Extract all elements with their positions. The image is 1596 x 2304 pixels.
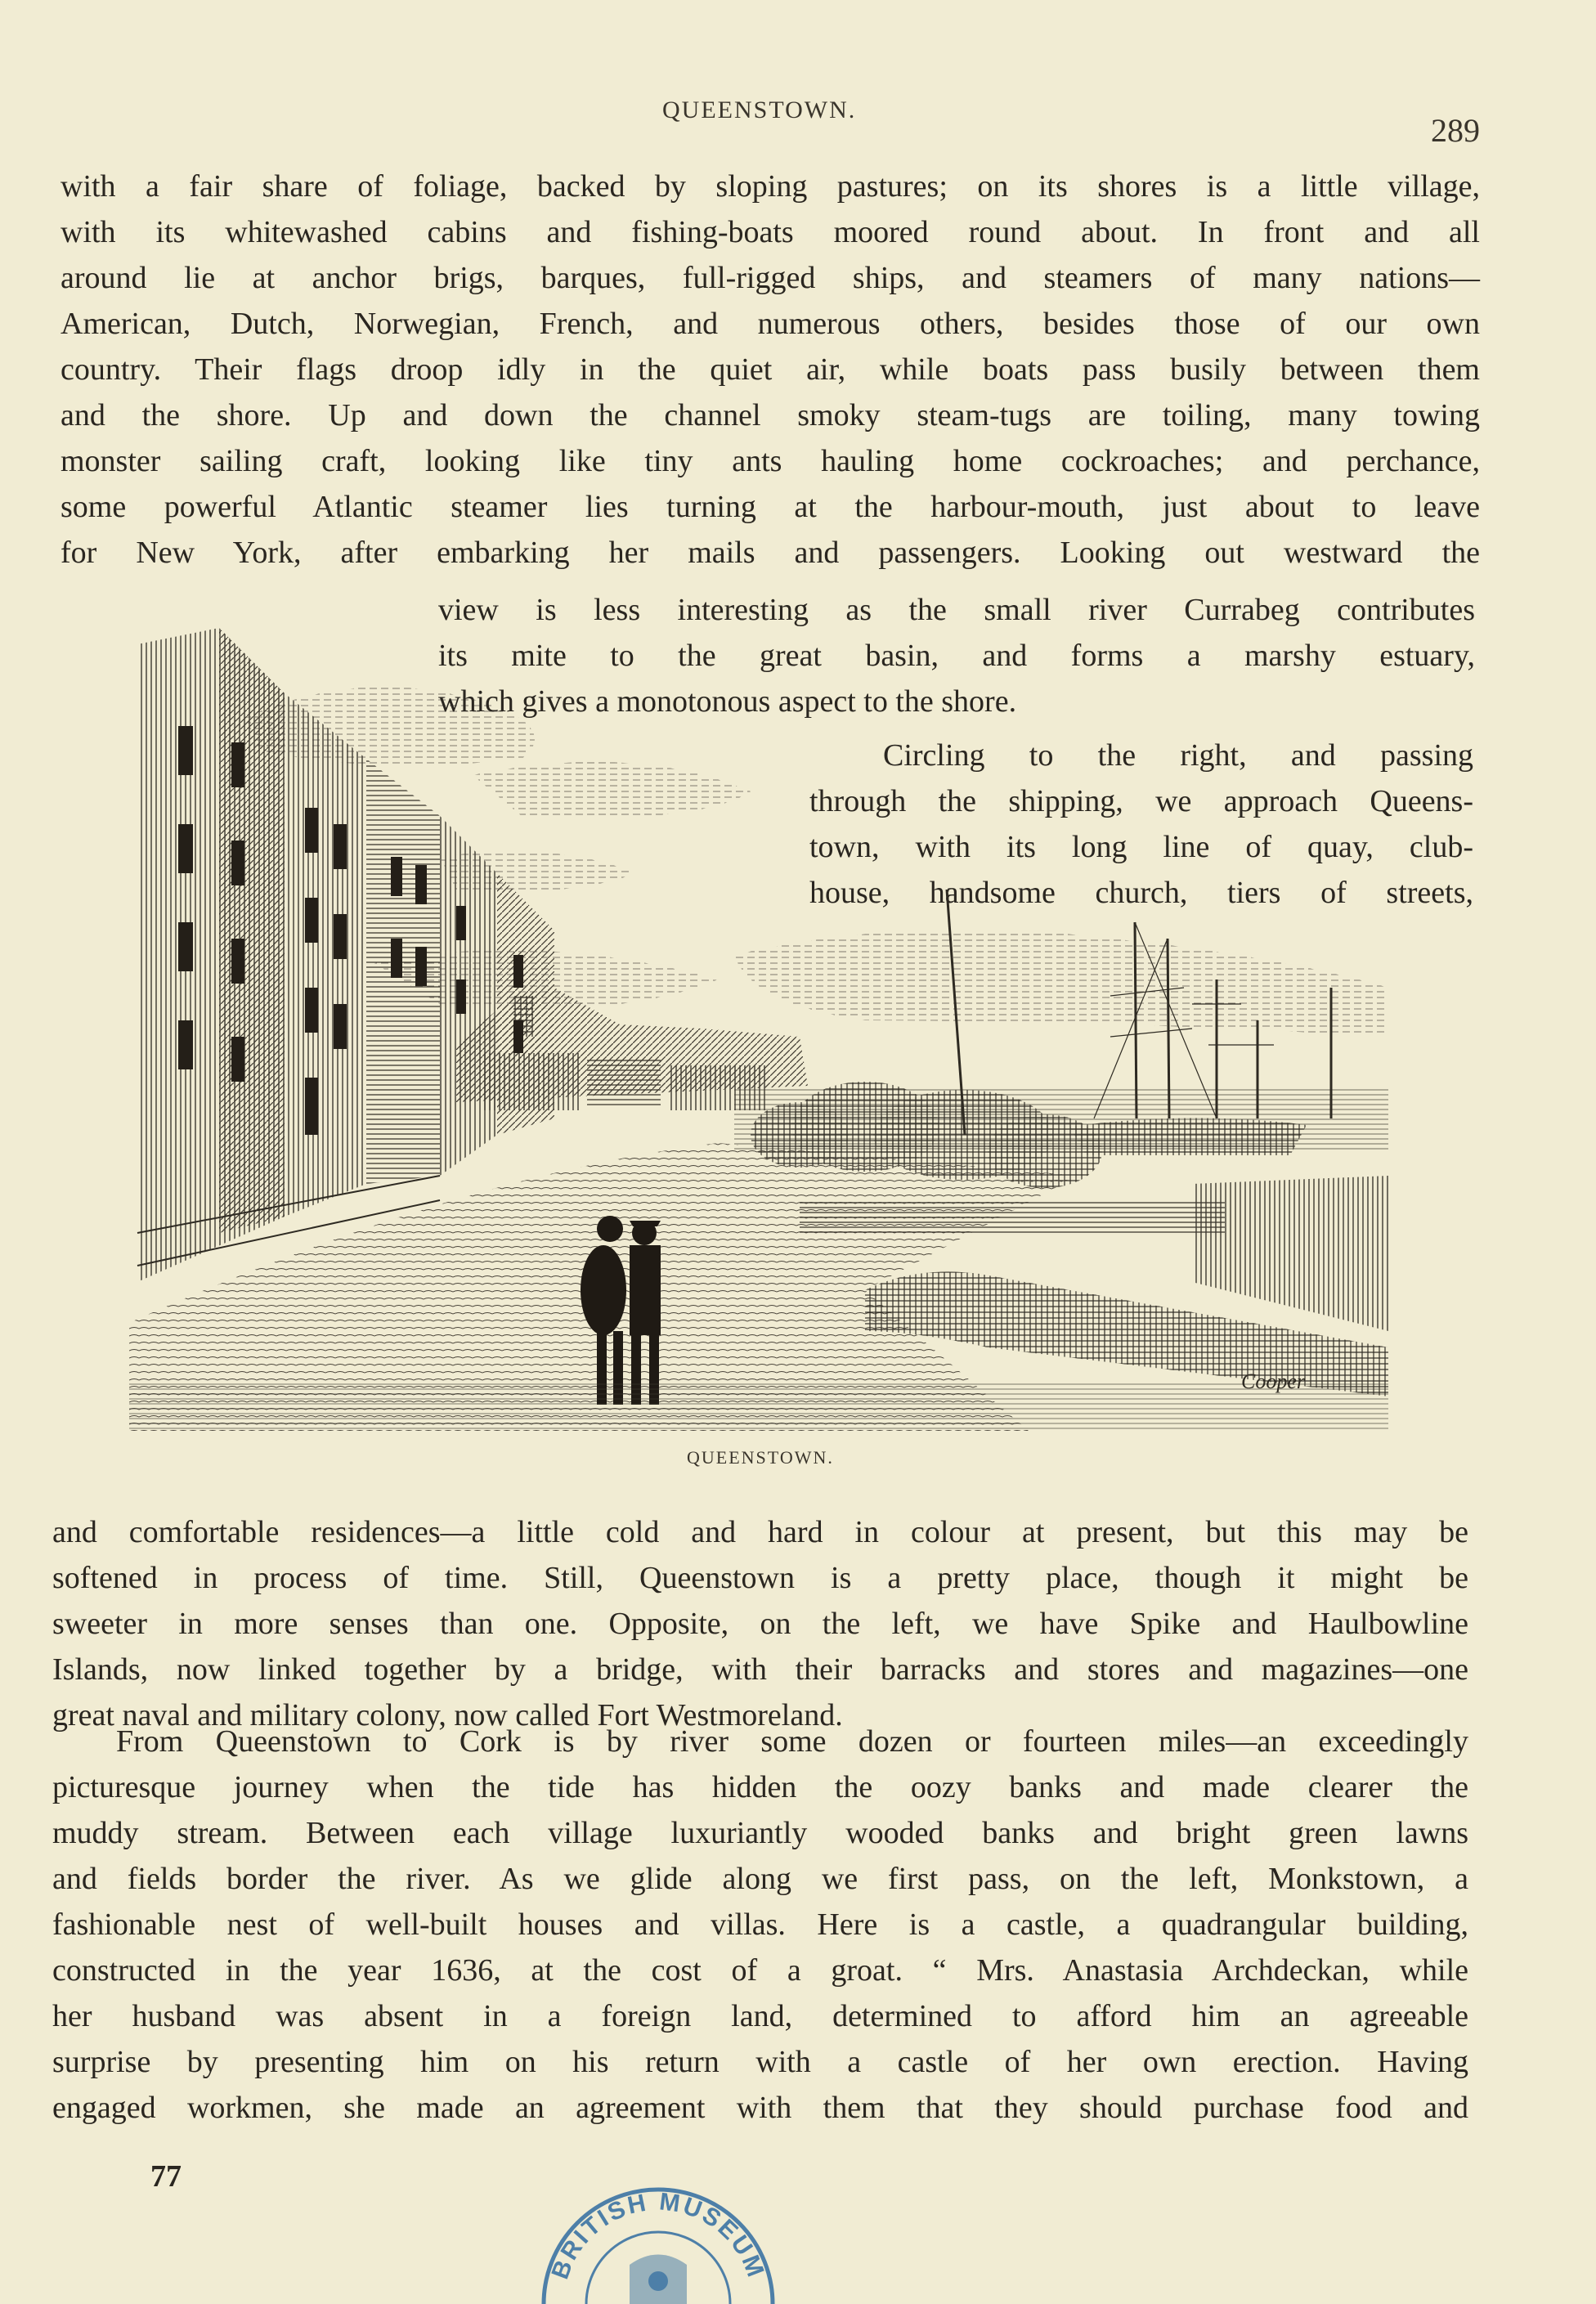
text-line: with its whitewashed cabins and fishing-boats moored round about. In front and all: [61, 215, 1480, 249]
text-line: which gives a monotonous aspect to the shore.: [438, 684, 1017, 719]
running-head: QUEENSTOWN.: [662, 96, 857, 123]
text-line: and fields border the river. As we glide along we first pass, on the left, Monkstown, a: [52, 1862, 1468, 1896]
text-line: Circling to the right, and passing: [883, 738, 1473, 773]
text-line: softened in process of time. Still, Queenstown is a pretty place, though it might be: [52, 1561, 1468, 1595]
text-line: monster sailing craft, looking like tiny ants hauling home cockroaches; and perchance,: [61, 444, 1480, 478]
text-line: picturesque journey when the tide has hidden the oozy banks and made clearer the: [52, 1770, 1468, 1804]
text-line: engaged workmen, she made an agreement with them that they should purchase food and: [52, 2091, 1468, 2125]
text-line: for New York, after embarking her mails and passengers. Looking out westward the: [61, 536, 1480, 570]
text-line: through the shipping, we approach Queens-: [809, 784, 1473, 818]
text-line: Islands, now linked together by a bridge, with their barracks and stores and magazines—one: [52, 1652, 1468, 1687]
text-line: around lie at anchor brigs, barques, full-rigged ships, and steamers of many nations—: [61, 261, 1480, 295]
text-line: view is less interesting as the small river Currabeg contributes: [438, 593, 1475, 627]
text-line: its mite to the great basin, and forms a marshy estuary,: [438, 639, 1475, 673]
page-number: 289: [1431, 112, 1480, 149]
paragraph-from-queenstown: [52, 1719, 1468, 2131]
text-line: fashionable nest of well-built houses and villas. Here is a castle, a quadrangular building,: [52, 1907, 1468, 1942]
paragraph-top: [61, 164, 1480, 576]
text-line: and comfortable residences—a little cold and hard in colour at present, but this may be: [52, 1515, 1468, 1549]
paragraph-wrap-1: [438, 587, 1475, 724]
text-line: constructed in the year 1636, at the cost of a groat. “ Mrs. Anastasia Archdeckan, while: [52, 1953, 1468, 1988]
quay-building: [1192, 1176, 1388, 1331]
paragraph-after-illustration: [52, 1509, 1468, 1738]
text-line: town, with its long line of quay, club-: [809, 830, 1473, 864]
stamp-text: BRITISH MUSEUM: [546, 2188, 770, 2283]
text-line: surprise by presenting him on his return with a castle of her own erection. Having: [52, 2045, 1468, 2079]
text-line: house, handsome church, tiers of streets,: [809, 876, 1473, 910]
text-line: great naval and military colony, now called Fort Westmoreland.: [52, 1698, 843, 1732]
text-line: country. Their flags droop idly in the quiet air, while boats pass busily between them: [61, 352, 1480, 387]
illustration-caption: QUEENSTOWN.: [687, 1447, 834, 1468]
text-line: From Queenstown to Cork is by river some dozen or fourteen miles—an exceedingly: [116, 1724, 1468, 1759]
engraver-signature: Cooper: [1241, 1369, 1305, 1393]
signature-mark: 77: [150, 2159, 182, 2194]
museum-stamp-icon: [540, 2167, 777, 2304]
ground: [129, 1380, 1388, 1431]
text-line: muddy stream. Between each village luxuriantly wooded banks and bright green lawns: [52, 1816, 1468, 1850]
text-line: some powerful Atlantic steamer lies turning at the harbour-mouth, just about to leave: [61, 490, 1480, 524]
paragraph-wrap-2: [809, 733, 1473, 916]
text-line: American, Dutch, Norwegian, French, and numerous others, besides those of our own: [61, 307, 1480, 341]
text-line: and the shore. Up and down the channel smoky steam-tugs are toiling, many towing: [61, 398, 1480, 433]
text-line: sweeter in more senses than one. Opposite, on the left, we have Spike and Haulbowline: [52, 1607, 1468, 1641]
text-line: with a fair share of foliage, backed by sloping pastures; on its shores is a little village,: [61, 169, 1480, 204]
quay-wall: [800, 1200, 1225, 1233]
ship-hull: [1069, 1118, 1307, 1155]
text-line: her husband was absent in a foreign land, determined to afford him an agreeable: [52, 1999, 1468, 2033]
